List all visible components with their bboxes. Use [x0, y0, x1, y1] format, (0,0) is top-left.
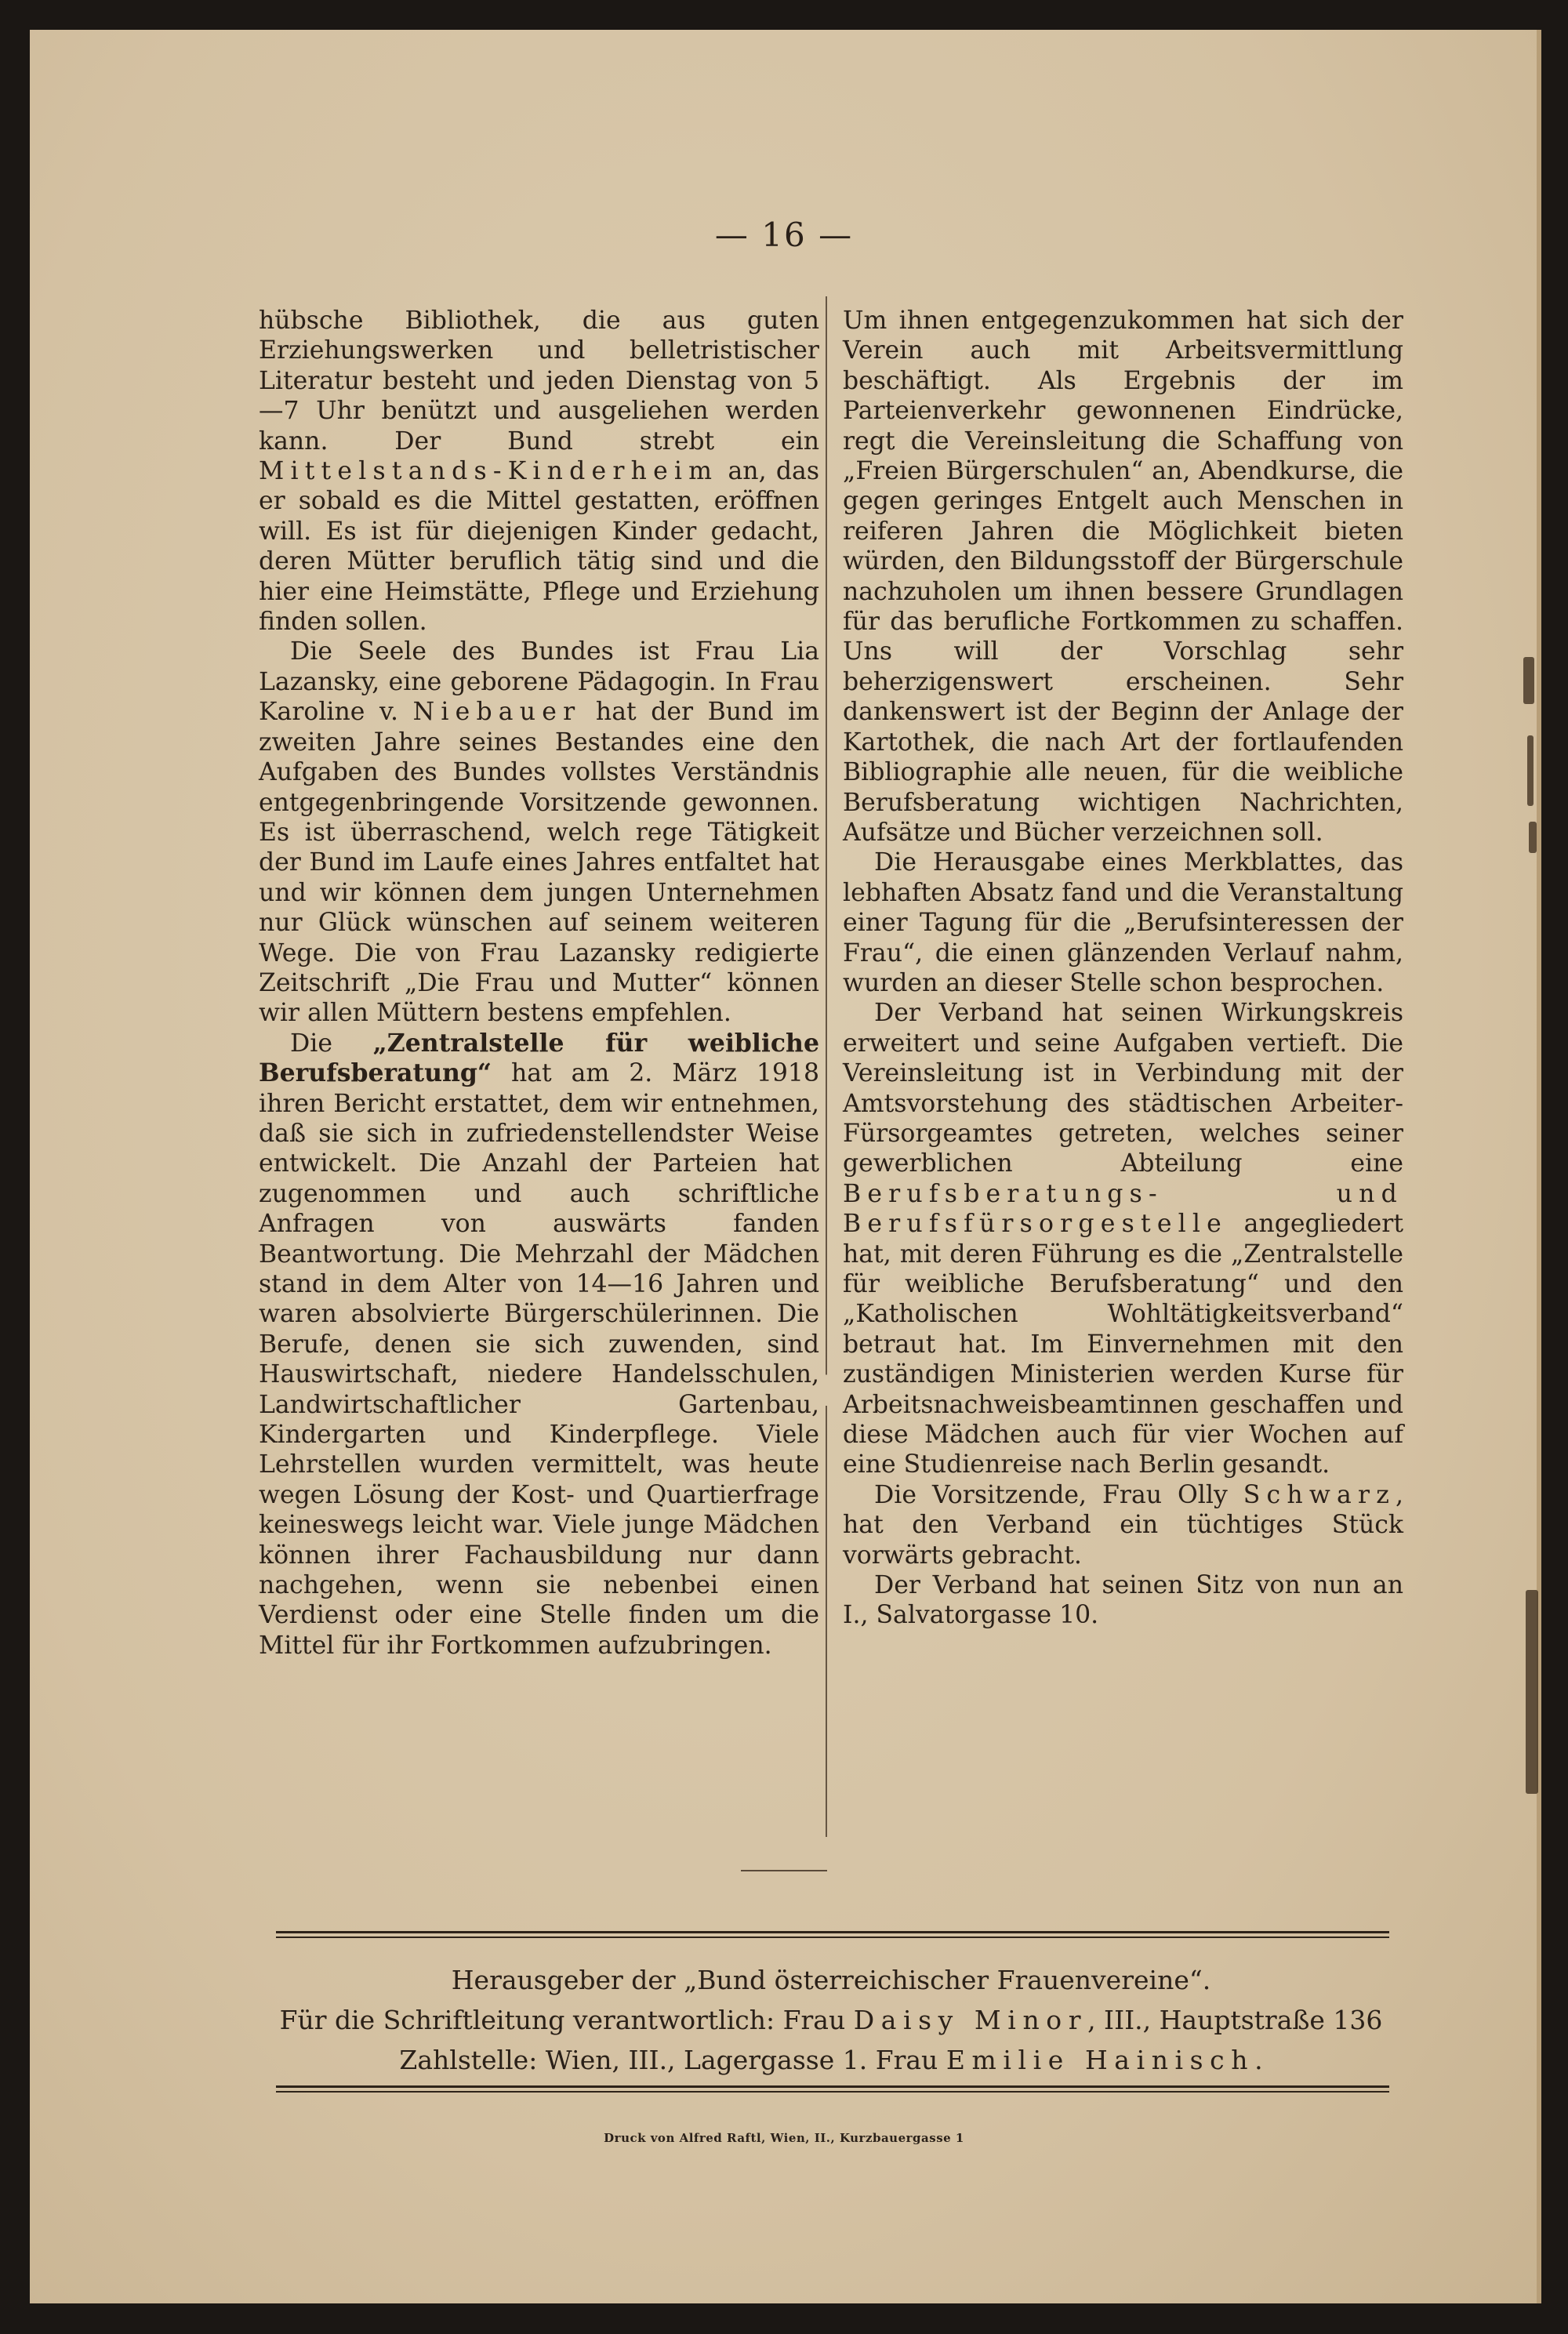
paragraph-text: Die Seele des Bundes ist Frau Lia Lazansky, eine geborene Pädagogin. In Frau Karoline v.	[259, 637, 819, 727]
paragraph-text: angegliedert hat, mit deren Führung es die „Zentralstelle für weibliche Berufsberatung“ und den „Katholischen Wohltätigkeitsverband“ betraut hat. Im Einvernehmen mit den zuständigen Ministerien werden Kurse für Arbeitsnachweisbeamtinnen geschaffen und diese Mädchen auch für vier Wochen auf eine Studienreise nach Berlin gesandt.	[843, 1210, 1403, 1479]
spaced-text: Mittelstands-Kinderheim	[259, 457, 719, 486]
imprint-editor	[267, 2000, 1396, 2040]
footer-rule-top	[276, 1931, 1389, 1938]
spaced-text: Berufsberatungs- und Berufsfürsorgestelle	[843, 1179, 1403, 1239]
spaced-text: Emilie Hainisch	[946, 2045, 1255, 2075]
paragraph-text: Die Vorsitzende, Frau Olly	[874, 1480, 1228, 1509]
imprint-text: , III., Hauptstraße 136	[1087, 2005, 1383, 2035]
paragraph-verband	[843, 998, 1403, 1480]
paragraph-text: an, das er sobald es die Mittel gestatten, eröffnen will. Es ist für diejenigen Kinder gedacht, deren Mütter beruflich tätig sind und die hier eine Heimstätte, Pflege und Erziehung finden sollen.	[259, 457, 820, 637]
paragraph-text: Der Verband hat seinen Wirkungskreis erweitert und seine Aufgaben vertieft. Die Vereinsleitung ist in Verbindung mit der Amtsvorstehung des städtischen Arbeiter-Fürsorgeamtes getreten, welches seiner gewerblichen Abteilung eine	[843, 999, 1403, 1178]
imprint-text: .	[1254, 2045, 1263, 2075]
column-divider	[826, 296, 827, 1837]
spaced-text: Schwarz	[1243, 1480, 1396, 1509]
spaced-text: Daisy Minor	[853, 2005, 1088, 2035]
section-rule	[741, 1870, 827, 1871]
stain-mark	[1527, 735, 1534, 806]
imprint-text: Zahlstelle: Wien, III., Lagergasse 1. Frau	[399, 2045, 938, 2075]
stain-mark	[1523, 657, 1534, 704]
paragraph-vorsitzende	[843, 1480, 1403, 1570]
stain-mark	[1526, 1590, 1538, 1794]
left-column	[259, 306, 819, 1661]
paragraph-text: , hat den Verband ein tüchtiges Stück vorwärts gebracht.	[843, 1480, 1404, 1570]
spaced-text: Niebauer	[412, 698, 582, 727]
paragraph-text: hat der Bund im zweiten Jahre seines Bestandes eine den Aufgaben des Bundes vollstes Verständnis entgegenbringende Vorsitzende gewonnen. Es ist überraschend, welch rege Tätigkeit der Bund im Laufe eines Jahres entfaltet hat und wir können dem jungen Unternehmen nur Glück wünschen auf seinem weiteren Wege. Die von Frau Lazansky redigierte Zeitschrift „Die Frau und Mutter“ können wir allen Müttern bestens empfehlen.	[259, 698, 819, 1028]
paragraph-sitz: Der Verband hat seinen Sitz von nun an I., Salvatorgasse 10.	[843, 1571, 1403, 1630]
page-number: — 16 —	[714, 216, 854, 254]
footer-rule-bottom	[276, 2085, 1389, 2093]
paragraph-zentralstelle	[259, 1029, 819, 1661]
paragraph-merkblatt: Die Herausgabe eines Merkblattes, das lebhaften Absatz fand und die Veranstaltung einer Tagung für die „Berufsinteressen der Frau“, die einen glänzenden Verlauf nahm, wurden an dieser Stelle schon besprochen.	[843, 848, 1403, 997]
paragraph-lazansky	[259, 637, 819, 1028]
stain-mark	[1529, 822, 1537, 853]
paragraph-text: hat am 2. März 1918 ihren Bericht erstattet, dem wir entnehmen, daß sie sich in zufriedenstellendster Weise entwickelt. Die Anzahl der Parteien hat zugenommen und auch schriftliche Anfragen von auswärts fanden Beantwortung. Die Mehrzahl der Mädchen stand in dem Alter von 14—16 Jahren und waren absolvierte Bürgerschülerinnen. Die Berufe, denen sie sich zuwenden, sind Hauswirtschaft, niedere Handelsschulen, Landwirtschaftlicher Gartenbau, Kindergarten und Kinderpflege. Viele Lehrstellen wurden vermittelt, was heute wegen Lösung der Kost- und Quartierfrage keineswegs leicht war. Viele junge Mädchen können ihrer Fachausbildung nur dann nachgehen, wenn sie nebenbei einen Verdienst oder eine Stelle finden um die Mittel für ihr Fortkommen aufzubringen.	[259, 1059, 819, 1660]
imprint-payment	[267, 2040, 1396, 2080]
printer-credit: Druck von Alfred Raftl, Wien, II., Kurzbauergasse 1	[604, 2131, 964, 2145]
imprint-text: Für die Schriftleitung verantwortlich: Frau	[279, 2005, 846, 2035]
bold-heading-text: „Zentralstelle für weibliche Berufsberatung“	[259, 1028, 819, 1088]
right-column	[843, 306, 1403, 1631]
paragraph-library	[259, 306, 819, 637]
imprint-publisher: Herausgeber der „Bund österreichischer Frauenvereine“.	[451, 1965, 1211, 1995]
paragraph-arbeitsvermittlung: Um ihnen entgegenzukommen hat sich der Verein auch mit Arbeitsvermittlung beschäftigt. Als Ergebnis der im Parteienverkehr gewonnenen Eindrücke, regt die Vereinsleitung die Schaffung von „Freien Bürgerschulen“ an, Abendkurse, die gegen geringes Entgelt auch Menschen in reiferen Jahren die Möglichkeit bieten würden, den Bildungsstoff der Bürgerschule nachzuholen um ihnen bessere Grundlagen für das berufliche Fortkommen zu schaffen. Uns will der Vorschlag sehr beherzigenswert erscheinen. Sehr dankenswert ist der Beginn der Anlage der Kartothek, die nach Art der fortlaufenden Bibliographie alle neuen, für die weibliche Berufsberatung wichtigen Nachrichten, Aufsätze und Bücher verzeichnen soll.	[843, 307, 1403, 847]
paragraph-text: Die	[290, 1029, 332, 1058]
imprint	[267, 1960, 1396, 2080]
paragraph-text: hübsche Bibliothek, die aus guten Erziehungswerken und belletristischer Literatur besteht und jeden Dienstag von 5—7 Uhr benützt und ausgeliehen werden kann. Der Bund strebt ein	[259, 307, 819, 456]
